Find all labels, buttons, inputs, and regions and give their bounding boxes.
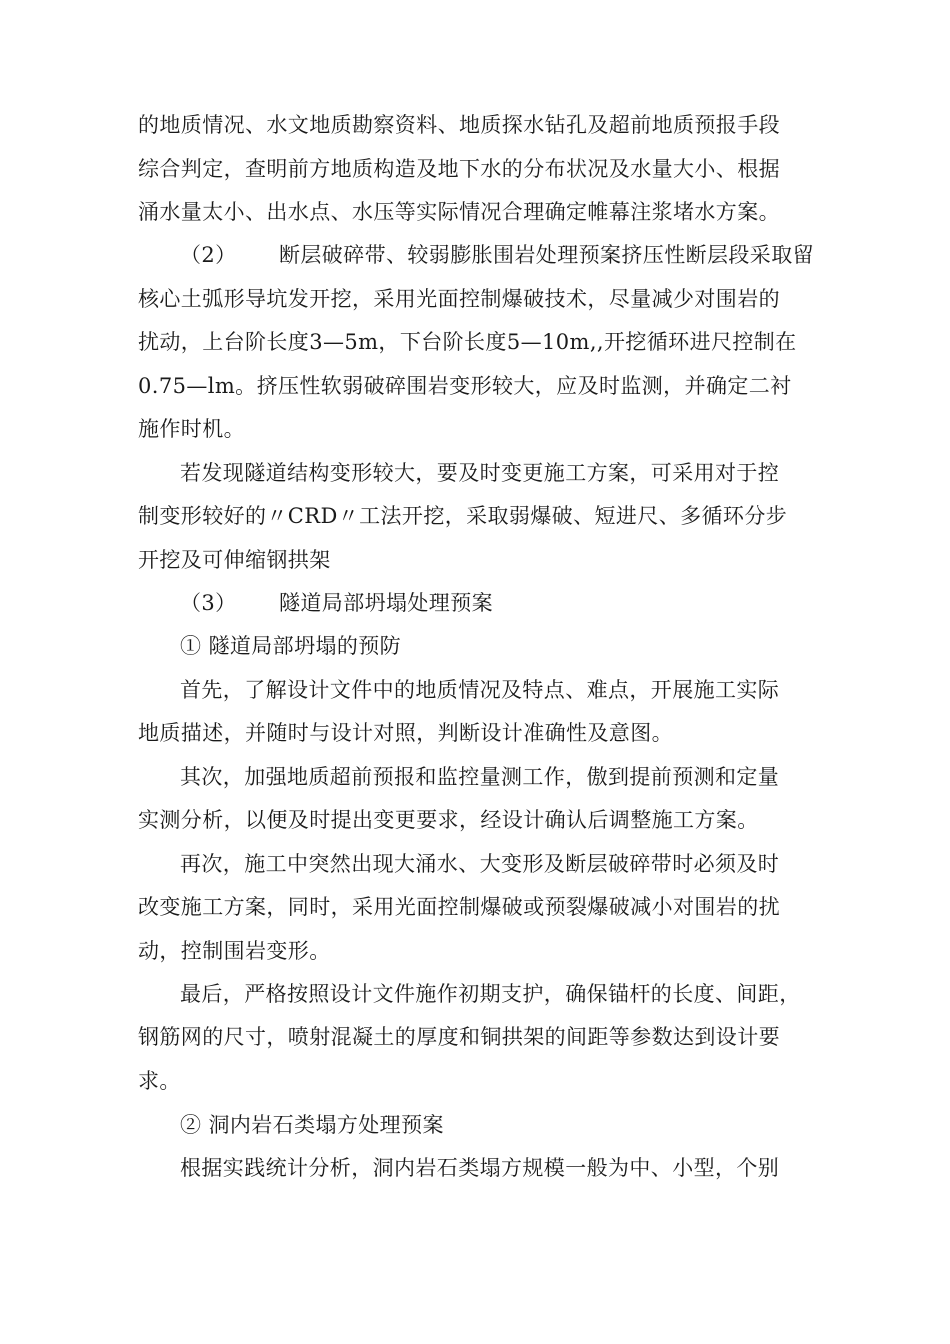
text-line: 再次，施工中突然出现大涌水、大变形及断层破碎带时必须及时 bbox=[180, 852, 780, 876]
text-line: 综合判定，查明前方地质构造及地下水的分布状况及水量大小、根据 bbox=[138, 157, 780, 181]
text-line: ② 洞内岩石类塌方处理预案 bbox=[180, 1113, 444, 1137]
text-line: 地质描述，并随时与设计对照，判断设计准确性及意图。 bbox=[138, 721, 673, 745]
text-line: 动，控制围岩变形。 bbox=[138, 939, 331, 963]
text-line: 0.75—lm。挤压性软弱破碎围岩变形较大，应及时监测，并确定二衬 bbox=[138, 374, 792, 398]
text-line: ① 隧道局部坍塌的预防 bbox=[180, 634, 402, 658]
text-line: 其次，加强地质超前预报和监控量测工作，傲到提前预测和定量 bbox=[180, 765, 780, 789]
text-line: （3） 隧道局部坍塌处理预案 bbox=[180, 591, 494, 615]
text-line: 实测分析，以便及时提出变更要求，经设计确认后调整施工方案。 bbox=[138, 808, 759, 832]
text-line: 施作时机。 bbox=[138, 417, 245, 441]
text-line: 涌水量太小、出水点、水压等实际情况合理确定帷幕注浆堵水方案。 bbox=[138, 200, 780, 224]
text-line: 制变形较好的〃CRD〃工法开挖，采取弱爆破、短进尺、多循环分步 bbox=[138, 504, 788, 528]
text-line: 最后，严格按照设计文件施作初期支护，确保锚杆的长度、间距， bbox=[180, 982, 801, 1006]
text-line: 改变施工方案，同时，采用光面控制爆破或预裂爆破减小对围岩的扰 bbox=[138, 895, 780, 919]
text-line: 首先，了解设计文件中的地质情况及特点、难点，开展施工实际 bbox=[180, 678, 780, 702]
text-line: （2） 断层破碎带、较弱膨胀围岩处理预案挤压性断层段采取留 bbox=[180, 243, 815, 267]
text-line: 若发现隧道结构变形较大，要及时变更施工方案，可采用对于控 bbox=[180, 461, 780, 485]
text-line: 求。 bbox=[138, 1069, 181, 1093]
text-line: 根据实践统计分析，洞内岩石类塌方规模一般为中、小型，个别 bbox=[180, 1156, 780, 1180]
text-line: 的地质情况、水文地质勘察资料、地质探水钻孔及超前地质预报手段 bbox=[138, 113, 780, 137]
text-line: 扰动，上台阶长度3—5m，下台阶长度5—10m,,开挖循环进尺控制在 bbox=[138, 330, 797, 354]
text-line: 开挖及可伸缩钢拱架 bbox=[138, 548, 331, 572]
text-line: 核心土弧形导坑发开挖，采用光面控制爆破技术，尽量减少对围岩的 bbox=[138, 287, 780, 311]
text-line: 钢筋网的尺寸，喷射混凝土的厚度和铜拱架的间距等参数达到设计要 bbox=[138, 1025, 780, 1049]
